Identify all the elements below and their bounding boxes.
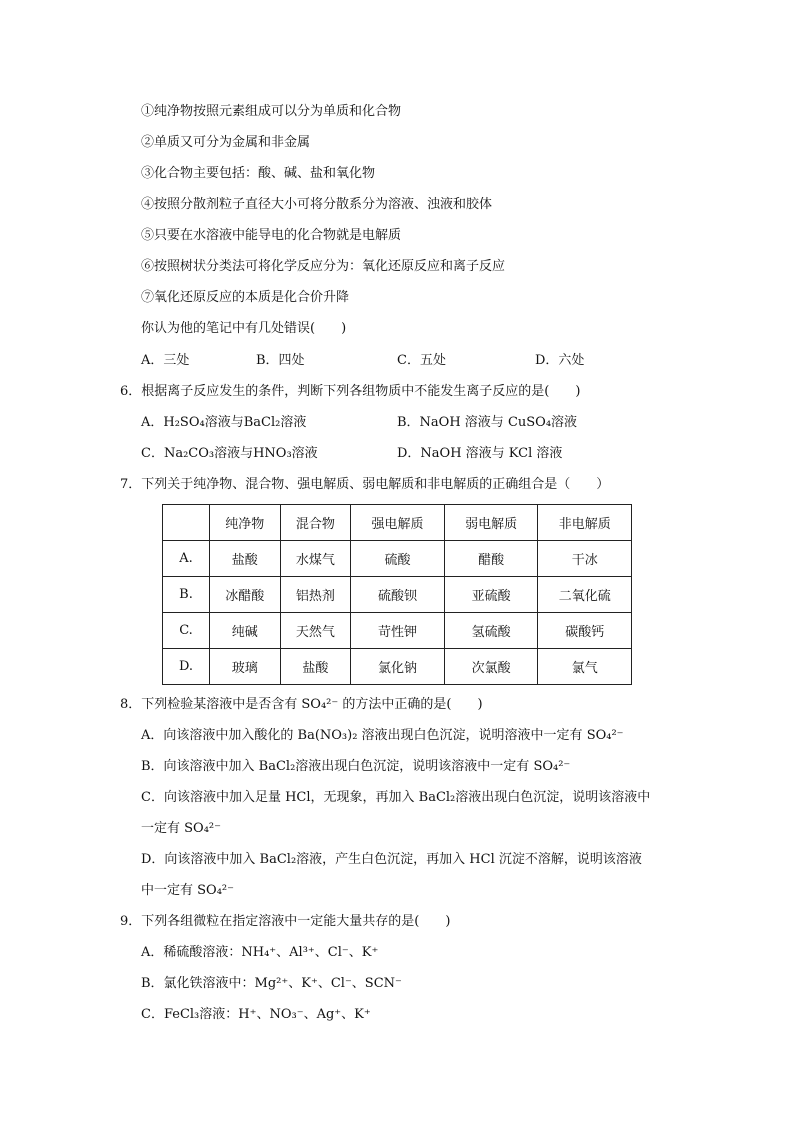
table-cell: A. — [163, 541, 210, 577]
table-row — [163, 649, 632, 685]
option-d: D．六处 — [535, 353, 585, 368]
answer-table — [162, 504, 632, 685]
table-cell: 盐酸 — [210, 541, 281, 577]
note-item: ②单质又可分为金属和非金属 — [141, 135, 311, 150]
option-d: D．NaOH 溶液与 KCl 溶液 — [397, 446, 563, 461]
option-d: D．向该溶液中加入 BaCl₂溶液，产生白色沉淀，再加入 HCl 沉淀不溶解，说明该溶液 — [141, 852, 642, 867]
option-b: B．氯化铁溶液中：Mg²⁺、K⁺、Cl⁻、SCN⁻ — [141, 976, 402, 991]
note-item: ⑦氧化还原反应的本质是化合价升降 — [141, 290, 350, 305]
table-cell: 亚硫酸 — [444, 577, 538, 613]
table-row — [163, 577, 632, 613]
option-c: C．向该溶液中加入足量 HCl，无现象，再加入 BaCl₂溶液出现白色沉淀，说明该溶液中 — [141, 790, 651, 805]
option-a: A．三处 — [141, 353, 190, 368]
table-header-cell — [163, 505, 210, 541]
table-header-cell: 强电解质 — [351, 505, 445, 541]
option-a: A．H₂SO₄溶液与BaCl₂溶液 — [141, 415, 307, 430]
note-item: ④按照分散剂粒子直径大小可将分散系分为溶液、浊液和胶体 — [141, 197, 493, 212]
option-c: C．Na₂CO₃溶液与HNO₃溶液 — [141, 446, 318, 461]
table-row — [163, 541, 632, 577]
question-stem: 6．根据离子反应发生的条件，判断下列各组物质中不能发生离子反应的是( ) — [120, 384, 581, 399]
option-a: A．向该溶液中加入酸化的 Ba(NO₃)₂ 溶液出现白色沉淀，说明溶液中一定有 SO₄²⁻ — [141, 728, 624, 743]
table-cell: 硫酸 — [351, 541, 445, 577]
table-cell: 干冰 — [538, 541, 632, 577]
table-cell: 苛性钾 — [351, 613, 445, 649]
table-cell: 氯气 — [538, 649, 632, 685]
option-c: C．五处 — [397, 353, 446, 368]
table-cell: 天然气 — [280, 613, 351, 649]
option-b: B．向该溶液中加入 BaCl₂溶液出现白色沉淀，说明该溶液中一定有 SO₄²⁻ — [141, 759, 571, 774]
table-cell: D. — [163, 649, 210, 685]
question-stem: 你认为他的笔记中有几处错误( ) — [141, 321, 347, 336]
table-cell: 纯碱 — [210, 613, 281, 649]
table-cell: 二氧化硫 — [538, 577, 632, 613]
table-cell: 氯化钠 — [351, 649, 445, 685]
table-header-cell: 混合物 — [280, 505, 351, 541]
table-cell: 水煤气 — [280, 541, 351, 577]
table-header-cell: 非电解质 — [538, 505, 632, 541]
note-item: ①纯净物按照元素组成可以分为单质和化合物 — [141, 104, 402, 119]
table-cell: 次氯酸 — [444, 649, 538, 685]
table-cell: 氢硫酸 — [444, 613, 538, 649]
question-stem: 8．下列检验某溶液中是否含有 SO₄²⁻ 的方法中正确的是( ) — [120, 697, 483, 712]
table-cell: 硫酸钡 — [351, 577, 445, 613]
table-cell: 碳酸钙 — [538, 613, 632, 649]
note-item: ③化合物主要包括：酸、碱、盐和氧化物 — [141, 166, 376, 181]
table-cell: 玻璃 — [210, 649, 281, 685]
option-b: B．NaOH 溶液与 CuSO₄溶液 — [397, 415, 578, 430]
table-header-row — [163, 505, 632, 541]
option-d-continued: 中一定有 SO₄²⁻ — [141, 883, 234, 898]
table-header-cell: 弱电解质 — [444, 505, 538, 541]
note-item: ⑥按照树状分类法可将化学反应分为：氧化还原反应和离子反应 — [141, 259, 506, 274]
table-header-cell: 纯净物 — [210, 505, 281, 541]
question-stem: 7．下列关于纯净物、混合物、强电解质、弱电解质和非电解质的正确组合是（ ） — [120, 477, 610, 492]
table-cell: C. — [163, 613, 210, 649]
option-c: C．FeCl₃溶液：H⁺、NO₃⁻、Ag⁺、K⁺ — [141, 1007, 371, 1022]
table-cell: 冰醋酸 — [210, 577, 281, 613]
table-cell: 醋酸 — [444, 541, 538, 577]
option-a: A．稀硫酸溶液：NH₄⁺、Al³⁺、Cl⁻、K⁺ — [141, 945, 379, 960]
option-b: B．四处 — [256, 353, 305, 368]
option-c-continued: 一定有 SO₄²⁻ — [141, 821, 221, 836]
table-row — [163, 613, 632, 649]
note-item: ⑤只要在水溶液中能导电的化合物就是电解质 — [141, 228, 402, 243]
table-cell: 铝热剂 — [280, 577, 351, 613]
question-stem: 9．下列各组微粒在指定溶液中一定能大量共存的是( ) — [120, 914, 451, 929]
table-cell: B. — [163, 577, 210, 613]
table-cell: 盐酸 — [280, 649, 351, 685]
